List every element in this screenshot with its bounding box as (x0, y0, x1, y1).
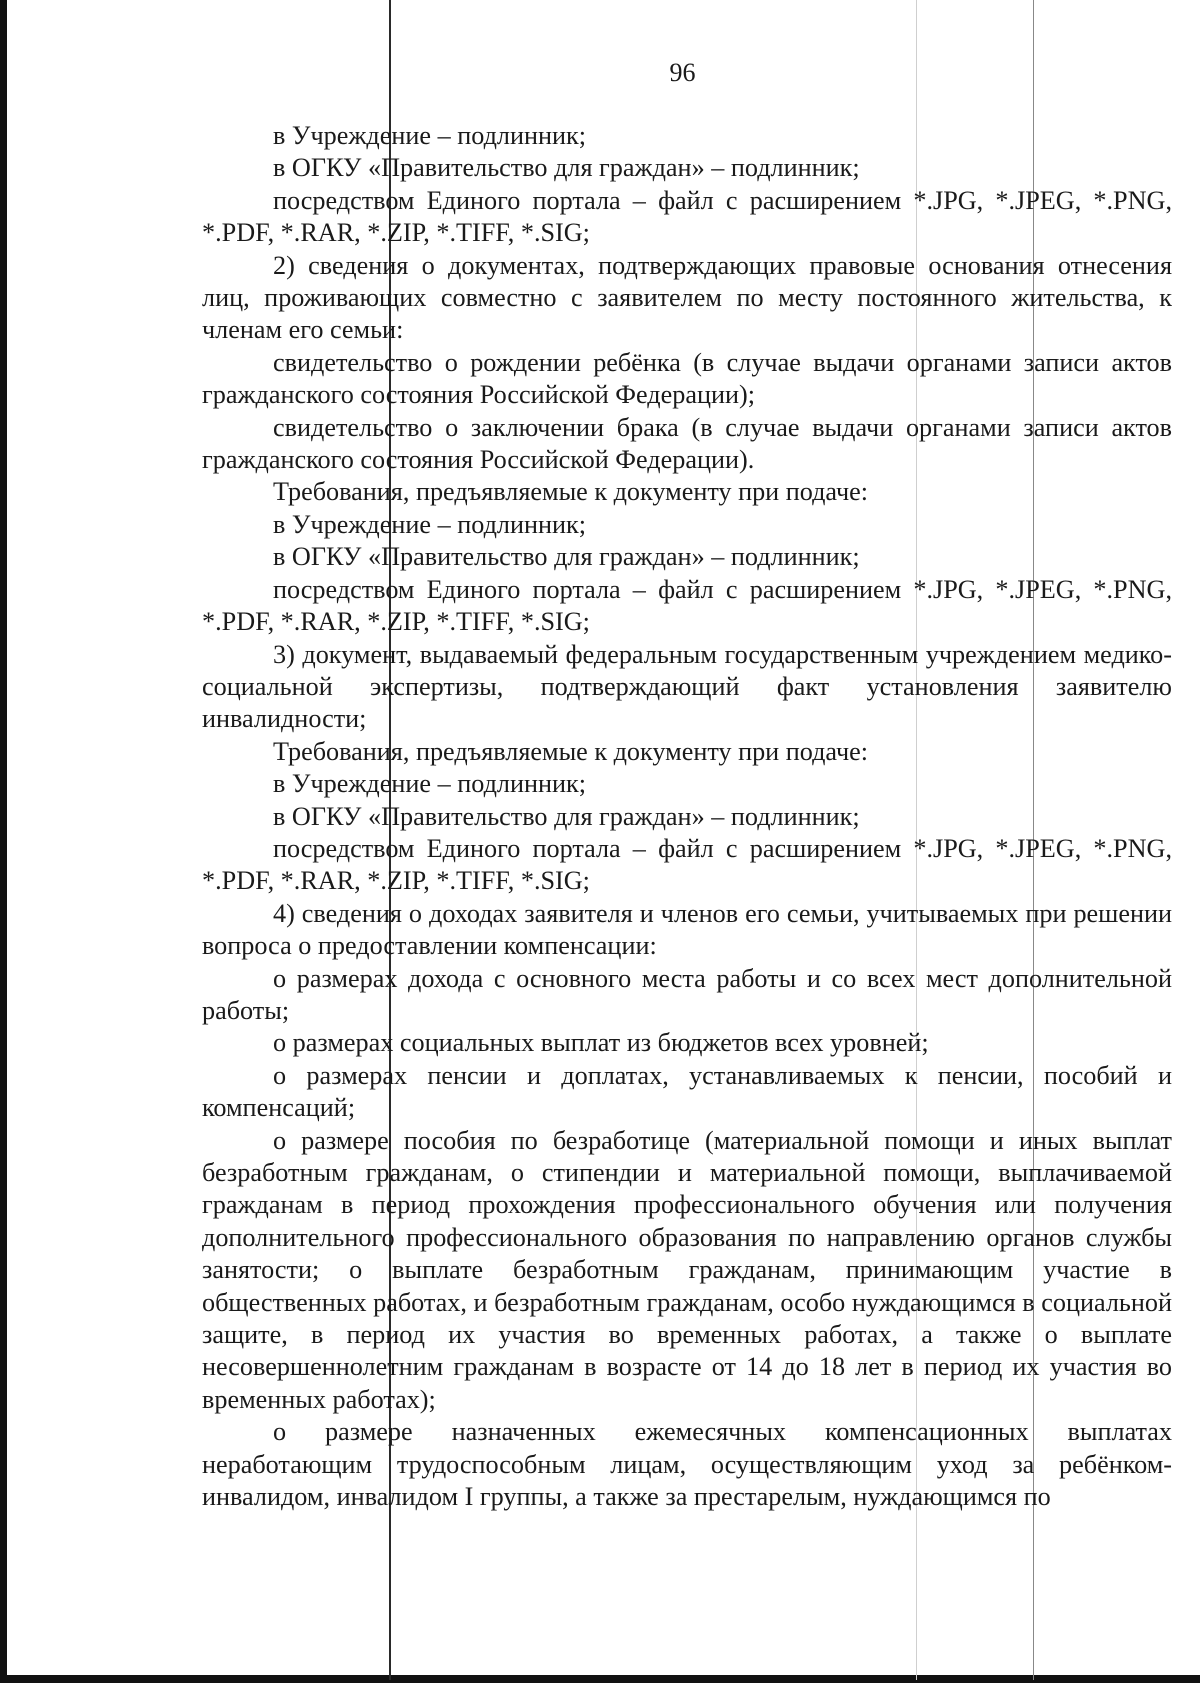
paragraph: Требования, предъявляемые к документу при подаче: (273, 477, 869, 507)
document-body (202, 120, 1172, 1513)
paragraph: 3) документ, выдаваемый федеральным государственным учреждением медико-социальной экспертизы, подтверждающий факт установления заявителю инвалидности; (202, 639, 1172, 734)
paragraph: в ОГКУ «Правительство для граждан» – подлинник; (273, 801, 860, 831)
paragraph: в ОГКУ «Правительство для граждан» – подлинник; (273, 153, 860, 183)
paragraph: посредством Единого портала – файл с расширением *.JPG, *.JPEG, *.PNG, *.PDF, *.RAR, *.ZIP, *.TIFF, *.SIG; (202, 833, 1172, 896)
paragraph: свидетельство о рождении ребёнка (в случае выдачи органами записи актов гражданского состояния Российской Федерации); (202, 347, 1172, 410)
paragraph: в Учреждение – подлинник; (273, 769, 587, 799)
paragraph: о размерах социальных выплат из бюджетов всех уровней; (273, 1028, 929, 1058)
paragraph: посредством Единого портала – файл с расширением *.JPG, *.JPEG, *.PNG, *.PDF, *.RAR, *.ZIP, *.TIFF, *.SIG; (202, 185, 1172, 248)
paragraph: о размере пособия по безработице (материальной помощи и иных выплат безработным гражданам, о стипендии и материальной помощи, выплачиваемой гражданам в период прохождения профессионального обучения или получения дополнительного профессионального образования по направлению органов службы занятости; о выплате безработным гражданам, принимающим участие в общественных работах, и безработным гражданам, особо нуждающимся в социальной защите, в период их участия во временных работах, а также о выплате несовершеннолетним гражданам в возрасте от 14 до 18 лет в период их участия во временных работах); (202, 1125, 1172, 1414)
page-number: 96 (669, 58, 696, 87)
paragraph: Требования, предъявляемые к документу при подаче: (273, 736, 869, 766)
paragraph: 4) сведения о доходах заявителя и членов его семьи, учитываемых при решении вопроса о предоставлении компенсации: (202, 898, 1172, 961)
paragraph: 2) сведения о документах, подтверждающих правовые основания отнесения лиц, проживающих совместно с заявителем по месту постоянного жительства, к членам его семьи: (202, 250, 1172, 345)
paragraph: свидетельство о заключении брака (в случае выдачи органами записи актов гражданского состояния Российской Федерации). (202, 412, 1172, 475)
paragraph: о размере назначенных ежемесячных компенсационных выплатах неработающим трудоспособным лицам, осуществляющим уход за ребёнком-инвалидом, инвалидом I группы, а также за престарелым, нуждающимся по (202, 1417, 1172, 1512)
paragraph: посредством Единого портала – файл с расширением *.JPG, *.JPEG, *.PNG, *.PDF, *.RAR, *.ZIP, *.TIFF, *.SIG; (202, 574, 1172, 637)
paragraph: о размерах дохода с основного места работы и со всех мест дополнительной работы; (202, 963, 1172, 1025)
paragraph: в Учреждение – подлинник; (273, 121, 587, 150)
paragraph: в ОГКУ «Правительство для граждан» – подлинник; (273, 542, 860, 572)
paragraph: в Учреждение – подлинник; (273, 509, 587, 539)
page-number-container (0, 58, 1200, 88)
paragraph: о размерах пенсии и доплатах, устанавливаемых к пенсии, пособий и компенсаций; (202, 1060, 1172, 1123)
scan-border-left (0, 0, 7, 1683)
scan-border-bottom (0, 1675, 1200, 1683)
